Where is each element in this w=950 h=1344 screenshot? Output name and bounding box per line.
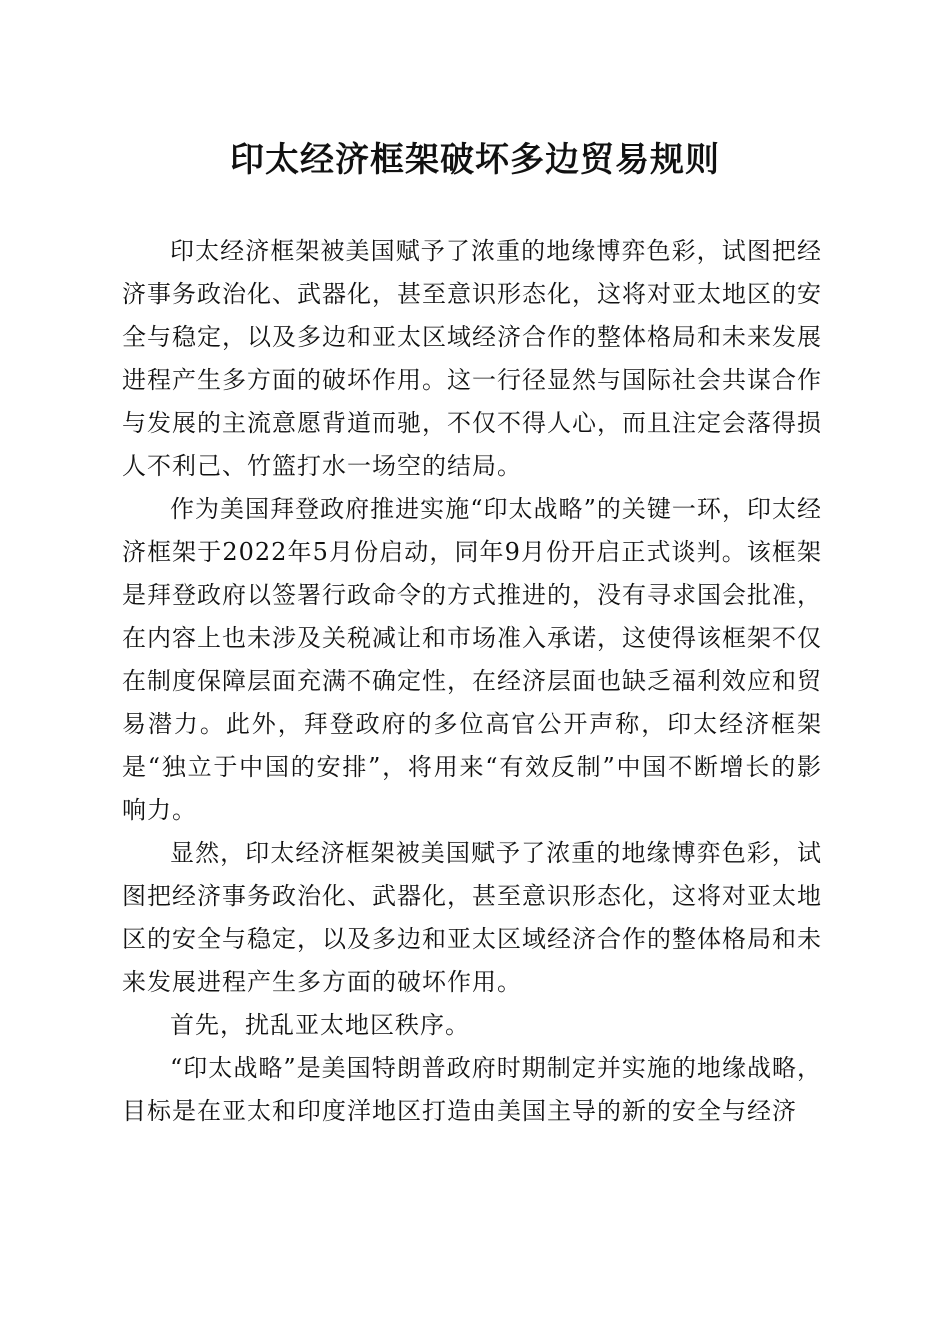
paragraph-4: 首先，扰乱亚太地区秩序。: [170, 1011, 470, 1039]
paragraph-3: 显然，印太经济框架被美国赋予了浓重的地缘博弈色彩，试图把经济事务政治化、武器化，甚至意识形态化，这将对亚太地区的安全与稳定，以及多边和亚太区域经济合作的整体格局和未来发展进程产生多方面的破坏作用。: [122, 839, 822, 996]
document-title: 印太经济框架破坏多边贸易规则: [230, 140, 720, 180]
document-body: [122, 230, 822, 1133]
paragraph-5: “印太战略”是美国特朗普政府时期制定并实施的地缘战略，目标是在亚太和印度洋地区打造由美国主导的新的安全与经济: [122, 1054, 822, 1125]
paragraph-2: 作为美国拜登政府推进实施“印太战略”的关键一环，印太经济框架于2022年5月份启动，同年9月份开启正式谈判。该框架是拜登政府以签署行政命令的方式推进的，没有寻求国会批准，在内容上也未涉及关税减让和市场准入承诺，这使得该框架不仅在制度保障层面充满不确定性，在经济层面也缺乏福利效应和贸易潜力。此外，拜登政府的多位高官公开声称，印太经济框架是“独立于中国的安排”，将用来“有效反制”中国不断增长的影响力。: [122, 495, 822, 824]
paragraph-1: 印太经济框架被美国赋予了浓重的地缘博弈色彩，试图把经济事务政治化、武器化，甚至意识形态化，这将对亚太地区的安全与稳定，以及多边和亚太区域经济合作的整体格局和未来发展进程产生多方面的破坏作用。这一行径显然与国际社会共谋合作与发展的主流意愿背道而驰，不仅不得人心，而且注定会落得损人不利己、竹篮打水一场空的结局。: [122, 237, 822, 480]
